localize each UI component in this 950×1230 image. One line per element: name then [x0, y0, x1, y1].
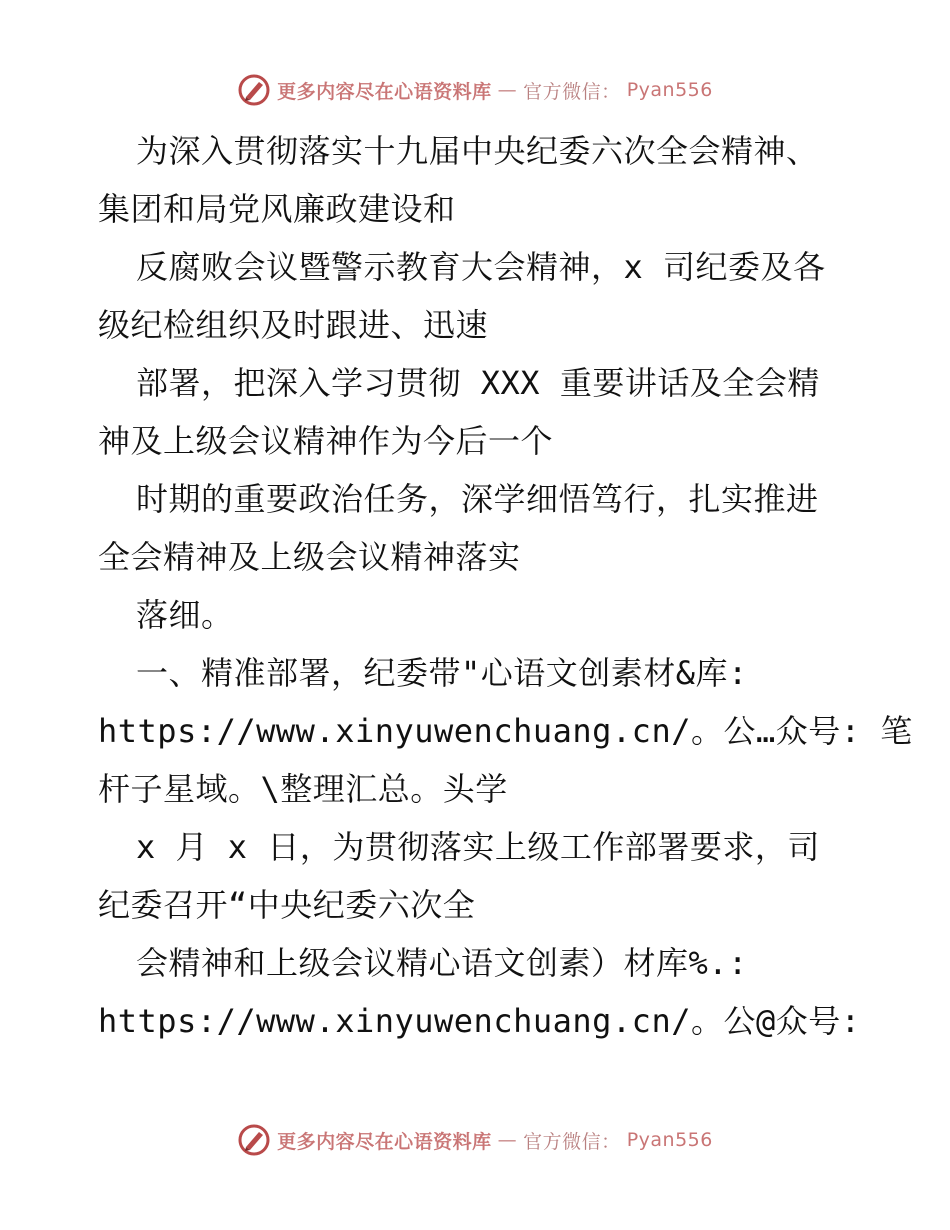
watermark-official: 官方微信：	[523, 80, 621, 103]
watermark-wechat-id: Pyan556	[626, 79, 713, 101]
text-line: 时期的重要政治任务，深学细悟笃行，扎实推进	[136, 480, 819, 518]
text-line: 为深入贯彻落实十九届中央纪委六次全会精神、	[136, 132, 819, 170]
pen-logo-icon	[237, 73, 271, 107]
pen-logo-icon	[237, 1123, 271, 1157]
document-body	[98, 122, 913, 1050]
watermark-dash: —	[497, 1129, 518, 1151]
text-line: 纪委召开“中央纪委六次全	[98, 886, 476, 924]
text-line: 落细。	[136, 596, 234, 634]
text-line: x 月 x 日，为贯彻落实上级工作部署要求，司	[136, 828, 820, 866]
watermark-footer	[0, 1120, 950, 1160]
watermark-brand: 更多内容尽在心语资料库	[277, 80, 492, 103]
text-line: https://www.xinyuwenchuang.cn/。公@众号:	[98, 1002, 861, 1040]
text-line: 一、精准部署，纪委带"心语文创素材&库:	[136, 654, 748, 692]
text-line: 部署，把深入学习贯彻 XXX 重要讲话及全会精	[136, 364, 820, 402]
watermark-header	[0, 70, 950, 110]
text-line: 会精神和上级会议精心语文创素）材库%.:	[136, 944, 748, 982]
watermark-brand: 更多内容尽在心语资料库	[277, 1130, 492, 1153]
text-line: 神及上级会议精神作为今后一个	[98, 422, 554, 460]
text-line: 全会精神及上级会议精神落实	[98, 538, 521, 576]
watermark-wechat-id: Pyan556	[626, 1129, 713, 1151]
text-line: 集团和局党风廉政建设和	[98, 190, 456, 228]
text-line: 反腐败会议暨警示教育大会精神，x 司纪委及各	[136, 248, 826, 286]
watermark-official: 官方微信：	[523, 1130, 621, 1153]
text-line: https://www.xinyuwenchuang.cn/。公…众号: 笔	[98, 712, 913, 750]
text-line: 杆子星域。\整理汇总。头学	[98, 770, 508, 808]
watermark-dash: —	[497, 79, 518, 101]
text-line: 级纪检组织及时跟进、迅速	[98, 306, 489, 344]
